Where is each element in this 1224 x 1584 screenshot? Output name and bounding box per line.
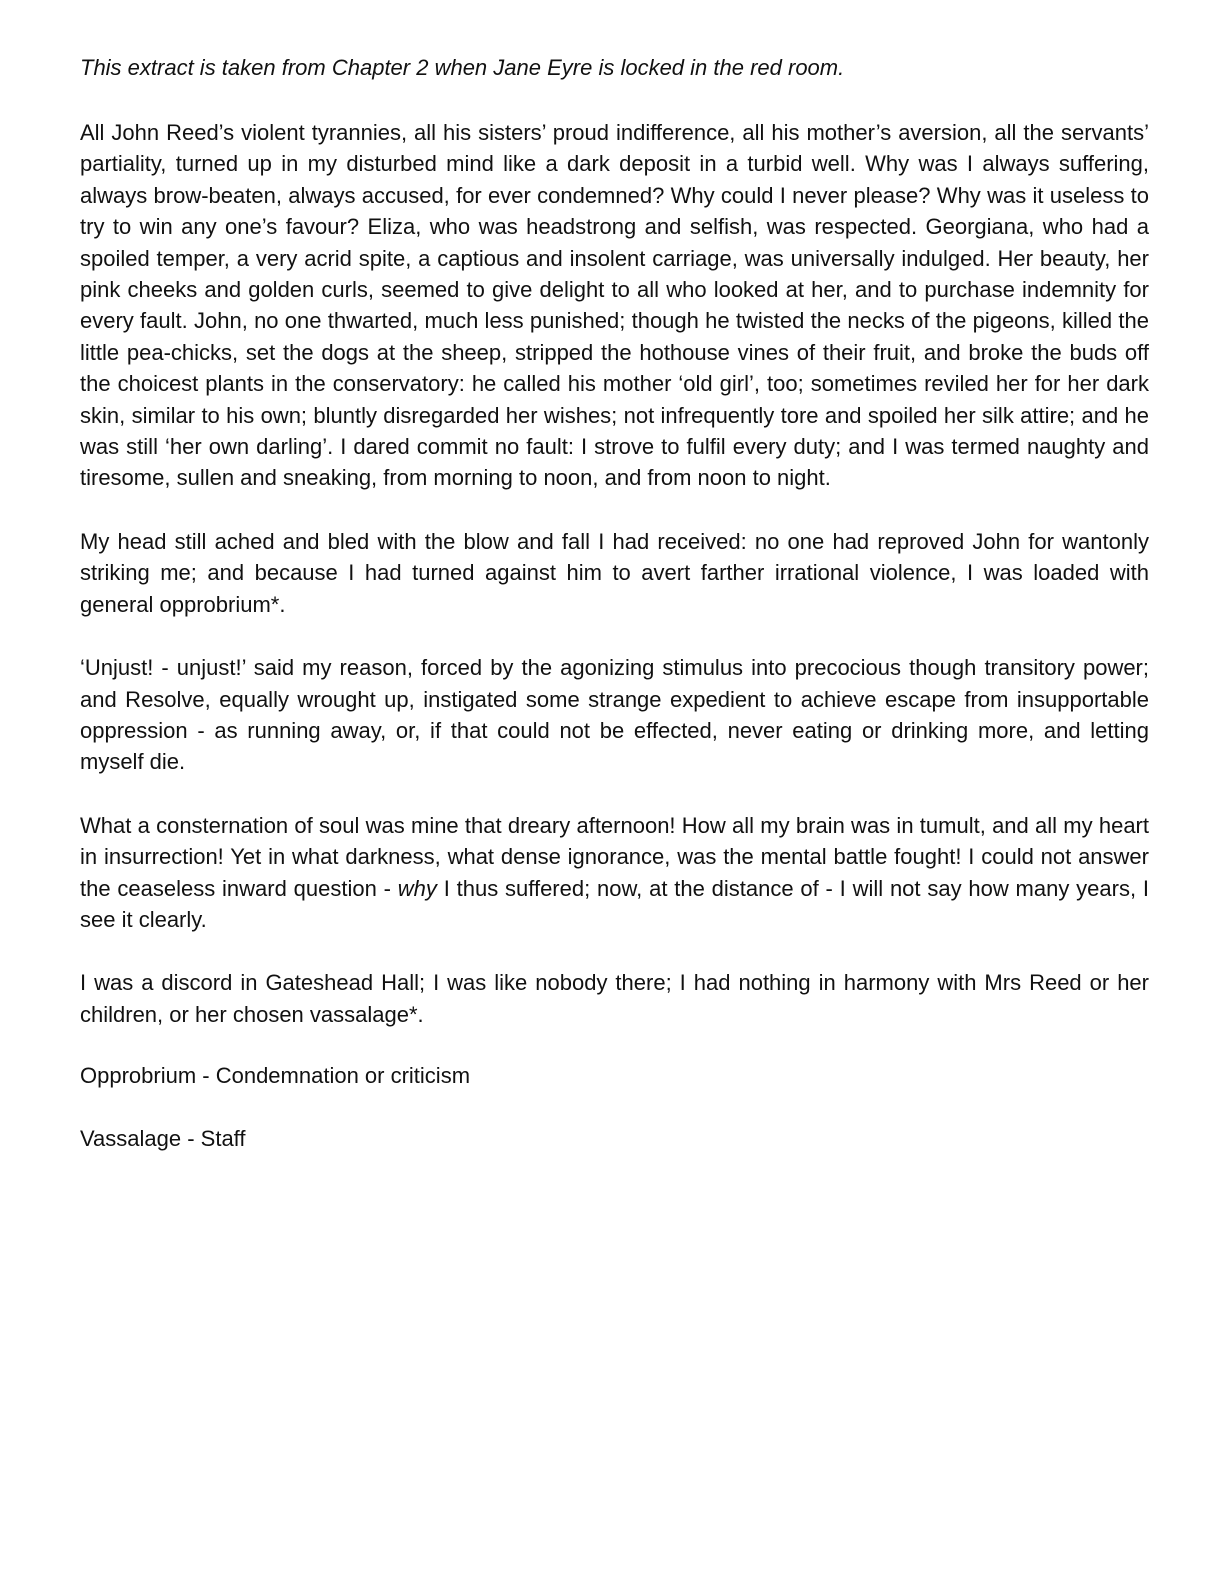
glossary-vassalage: Vassalage - Staff	[80, 1126, 246, 1152]
paragraph-2: My head still ached and bled with the blow and fall I had received: no one had reproved John for wantonly striking me; and because I had turned against him to avert farther irrational violence, I was loaded with general opprobrium*.	[80, 528, 1149, 617]
intro-note: This extract is taken from Chapter 2 when Jane Eyre is locked in the red room.	[80, 55, 845, 80]
paragraph-4	[80, 810, 1149, 936]
paragraph-5: I was a discord in Gateshead Hall; I was like nobody there; I had nothing in harmony with Mrs Reed or her children, or her chosen vassalage*.	[80, 970, 1149, 1027]
paragraph-3: ‘Unjust! - unjust!’ said my reason, forced by the agonizing stimulus into precocious though transitory power; and Resolve, equally wrought up, instigated some strange expedient to achieve escape from insupportable oppression - as running away, or, if that could not be effected, never eating or drinking more, and letting myself die.	[80, 655, 1149, 775]
glossary-opprobrium: Opprobrium - Condemnation or criticism	[80, 1063, 471, 1089]
paragraph-1: All John Reed’s violent tyrannies, all his sisters’ proud indifference, all his mother’s aversion, all the servants’ partiality, turned up in my disturbed mind like a dark deposit in a turbid well. Why was I always suffering, always brow-beaten, always accused, for ever condemned? Why could I never please? Why was it useless to try to win any one’s favour? Eliza, who was headstrong and selfish, was respected. Georgiana, who had a spoiled temper, a very acrid spite, a captious and insolent carriage, was universally indulged. Her beauty, her pink cheeks and golden curls, seemed to give delight to all who looked at her, and to purchase indemnity for every fault. John, no one thwarted, much less punished; though he twisted the necks of the pigeons, killed the little pea-chicks, set the dogs at the sheep, stripped the hothouse vines of their fruit, and broke the buds off the choicest plants in the conservatory: he called his mother ‘old girl’, too; sometimes reviled her for her dark skin, similar to his own; bluntly disregarded her wishes; not infrequently tore and spoiled her silk attire; and he was still ‘her own darling’. I dared commit no fault: I strove to fulfil every duty; and I was termed naughty and tiresome, sullen and sneaking, from morning to noon, and from noon to night.	[80, 120, 1149, 491]
paragraph-4-text-b: I thus suffered; now, at the distance of - I will not say how many years, I see it clearly.	[80, 875, 1149, 932]
paragraph-4-emphasis: why	[397, 875, 437, 901]
paragraph-4-text-a: What a consternation of soul was mine that dreary afternoon! How all my brain was in tumult, and all my heart in insurrection! Yet in what darkness, what dense ignorance, was the mental battle fought! I could not answer the ceaseless inward question -	[80, 812, 1149, 901]
document-page	[80, 54, 1149, 1188]
